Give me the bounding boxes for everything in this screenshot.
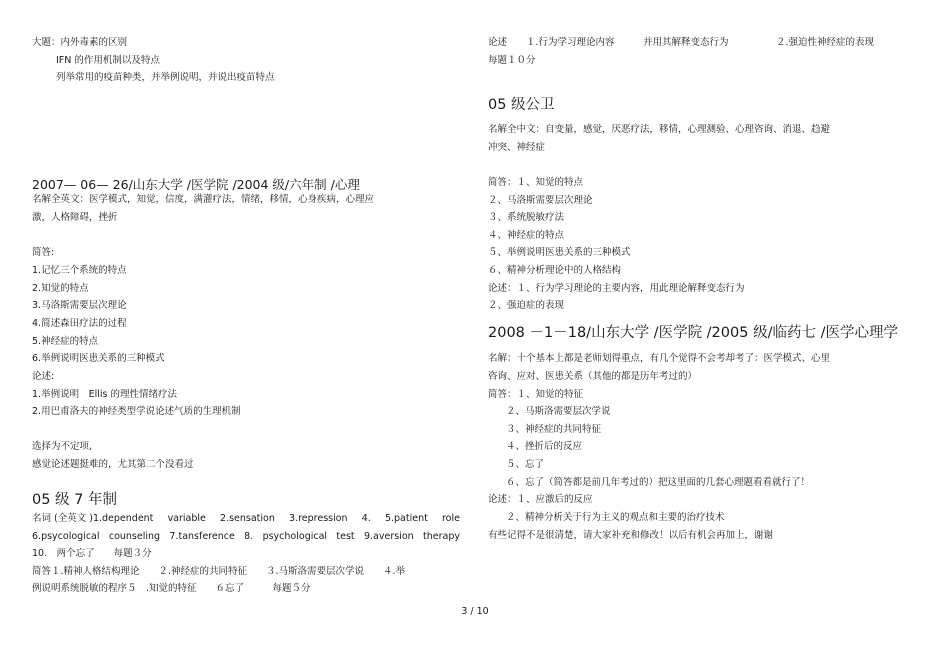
- text-line: 简答:: [32, 247, 55, 258]
- word: 4.: [361, 513, 371, 524]
- text-line: 简答１.精神人格结构理论 ２.神经症的共同特征 ３.马斯洛需要层次学说 ４.举: [32, 566, 406, 577]
- list-item: 1.举例说明 Ellis 的理性情绪疗法: [32, 389, 177, 400]
- text-line: 冲突、神经症: [488, 142, 546, 153]
- list-item: ２、马斯洛需要层次学说: [506, 406, 611, 417]
- list-item: ３、系统脱敏疗法: [488, 212, 565, 223]
- list-item: 2.用巴甫洛夫的神经类型学说论述气质的生理机制: [32, 406, 241, 417]
- text-line: 论述 １.行为学习理论内容 并用其解释变态行为 ２.强迫性神经症的表现: [488, 37, 875, 48]
- justified-line: [32, 531, 460, 543]
- text-line: 选择为不定项,: [32, 441, 93, 452]
- text-line: 论述：１、应激后的反应: [488, 494, 593, 505]
- text-line: 激，人格障碍，挫折: [32, 212, 118, 223]
- text-line: 论述：１、行为学习理论的主要内容，用此理论解释变态行为: [488, 283, 745, 294]
- section-heading-2007: 2007— 06— 26/山东大学 /医学院 /2004 级/六年制 /心理: [32, 177, 360, 192]
- list-item: ４、神经症的特点: [488, 230, 565, 241]
- justified-line: [32, 513, 460, 525]
- section-heading-2008: 2008 －1－18/山东大学 /医学院 /2005 级/临药七 /医学心理学: [488, 325, 898, 341]
- list-item: ４、挫折后的反应: [506, 441, 583, 452]
- list-item: ３、神经症的共同特征: [506, 424, 602, 435]
- list-item: 5.神经症的特点: [32, 336, 99, 347]
- text-line: 咨询、应对、医患关系（其他的都是历年考过的）: [488, 371, 698, 382]
- text-line: IFN 的作用机制以及特点: [56, 55, 160, 66]
- section-heading-05-7: 05 级 7 年制: [32, 492, 118, 508]
- word: role: [441, 513, 460, 524]
- word: 9.aversion: [363, 531, 414, 542]
- text-line: 名解全英文：医学模式，知觉，信度，满灌疗法，情绪，移情，心身疾病，心理应: [32, 194, 375, 205]
- text-line: 列举常用的疫苗种类，并举例说明，并说出疫苗特点: [56, 72, 275, 83]
- text-line: 感觉论述题挺难的，尤其第二个没看过: [32, 459, 194, 470]
- text-line: 有些记得不是很清楚，请大家补充和修改！以后有机会再加上，谢谢: [488, 530, 774, 541]
- list-item: ６、精神分析理论中的人格结构: [488, 265, 622, 276]
- list-item: ５、忘了: [506, 459, 545, 470]
- word: counseling: [108, 531, 161, 542]
- text-line: 简答：１、知觉的特征: [488, 389, 584, 400]
- text-line: 例说明系统脱敏的程序５ .知觉的特征 ６忘了 每题５分: [32, 583, 311, 594]
- text-line: 10. 两个忘了 每题３分: [32, 548, 152, 559]
- list-item: 2.知觉的特点: [32, 283, 89, 294]
- list-item: 4.简述森田疗法的过程: [32, 318, 127, 329]
- word: 6.psycological: [32, 531, 100, 542]
- word: variable: [167, 513, 206, 524]
- text-line: 名解全中文：自变量，感觉，厌恶疗法，移情，心理测验、心理咨询、消退、趋避: [488, 124, 831, 135]
- word: 名词 (全英文 )1.dependent: [32, 513, 154, 524]
- list-item: ６、忘了（简答都是前几年考过的）把这里面的几套心理题看看就行了！: [506, 477, 811, 488]
- list-item: 3.马洛斯需要层次理论: [32, 300, 127, 311]
- word: 8.: [244, 531, 254, 542]
- list-item: 6.举例说明医患关系的三种模式: [32, 353, 165, 364]
- word: therapy: [423, 531, 460, 542]
- word: 7.tansference: [169, 531, 235, 542]
- list-item: ２、强迫症的表现: [488, 300, 565, 311]
- word: 3.repression: [289, 513, 348, 524]
- list-item: ２、精神分析关于行为主义的观点和主要的治疗技术: [506, 512, 725, 523]
- list-item: ５、举例说明医患关系的三种模式: [488, 247, 631, 258]
- page-number: 3 / 10: [461, 606, 489, 617]
- text-line: 论述:: [32, 371, 55, 382]
- word: test: [336, 531, 355, 542]
- section-heading-05-gongwei: 05 级公卫: [488, 97, 555, 113]
- text-line: 简答：１、知觉的特点: [488, 177, 584, 188]
- word: psychological: [262, 531, 328, 542]
- text-line: 名解：十个基本上都是老师划得重点，有几个觉得不会考却考了：医学模式、心里: [488, 353, 831, 364]
- list-item: ２、马洛斯需要层次理论: [488, 195, 593, 206]
- word: 2.sensation: [220, 513, 275, 524]
- word: 5.patient: [384, 513, 428, 524]
- list-item: 1.记忆三个系统的特点: [32, 265, 127, 276]
- text-line: 每题１０分: [488, 55, 536, 66]
- text-line: 大题：内外毒素的区别: [32, 37, 128, 48]
